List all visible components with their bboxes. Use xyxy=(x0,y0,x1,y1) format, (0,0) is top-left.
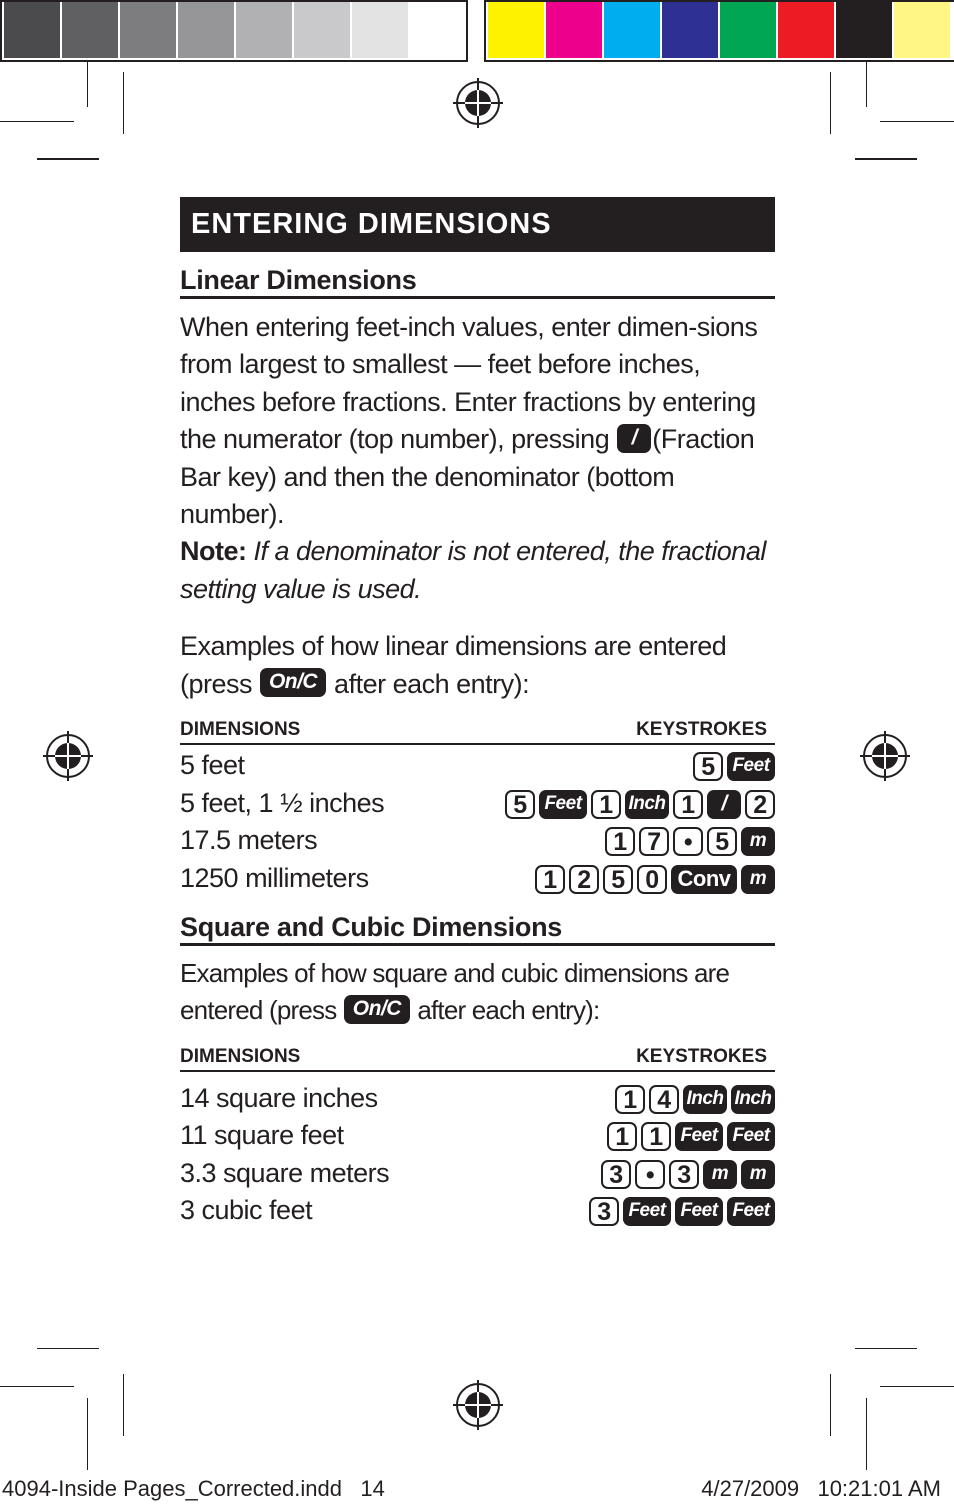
dimension-label: 5 feet xyxy=(180,750,245,781)
dimension-label: 1250 millimeters xyxy=(180,862,369,893)
registration-mark-icon xyxy=(453,78,503,128)
dimension-label: 3.3 square meters xyxy=(180,1157,390,1188)
keystroke-sequence xyxy=(601,1160,775,1189)
column-keystrokes: KEYSTROKES xyxy=(636,1045,767,1067)
registration-mark-icon xyxy=(453,1380,503,1430)
table-row xyxy=(180,822,775,860)
square-examples-intro xyxy=(180,955,775,1030)
number-key: 7 xyxy=(639,827,669,856)
table-row xyxy=(180,1192,775,1230)
number-key: 2 xyxy=(745,790,775,819)
footer-file-info: 4094-Inside Pages_Corrected.indd 14 xyxy=(2,1476,385,1501)
keystroke-sequence xyxy=(505,790,775,819)
linear-table-header xyxy=(180,717,775,745)
dimension-label: 5 feet, 1 ½ inches xyxy=(180,787,385,818)
number-key: 3 xyxy=(601,1160,631,1189)
number-key: 5 xyxy=(707,827,737,856)
color-calibration-bar xyxy=(0,0,954,62)
linear-instructions xyxy=(180,309,775,608)
page-content xyxy=(180,197,775,1230)
dimension-label: 3 cubic feet xyxy=(180,1195,313,1226)
note-text: If a denominator is not entered, the fractional setting value is used. xyxy=(180,536,766,604)
keystroke-sequence xyxy=(607,1122,775,1151)
number-key: 3 xyxy=(669,1160,699,1189)
slash-key: / xyxy=(707,790,741,819)
m-key: m xyxy=(741,865,775,894)
instructions-text-cont: (Fraction Bar key) and then the denominator (bottom number). xyxy=(180,424,755,530)
table-row xyxy=(180,860,775,898)
number-key: 1 xyxy=(615,1085,645,1114)
crop-mark xyxy=(87,1398,88,1470)
column-keystrokes: KEYSTROKES xyxy=(636,719,767,741)
number-key: 5 xyxy=(603,865,633,894)
crop-mark xyxy=(830,1374,831,1436)
linear-table xyxy=(180,747,775,897)
feet-key: Feet xyxy=(675,1197,723,1226)
number-key: 1 xyxy=(641,1122,671,1151)
table-row xyxy=(180,747,775,785)
m-key: m xyxy=(741,827,775,856)
dimension-label: 11 square feet xyxy=(180,1120,344,1151)
keystroke-sequence xyxy=(615,1085,775,1114)
feet-key: Feet xyxy=(675,1122,723,1151)
number-key: 2 xyxy=(569,865,599,894)
m-key: m xyxy=(741,1160,775,1189)
table-row xyxy=(180,785,775,823)
table-row xyxy=(180,1080,775,1118)
feet-key: Feet xyxy=(727,1122,775,1151)
number-key: 3 xyxy=(589,1197,619,1226)
section-title: ENTERING DIMENSIONS xyxy=(180,197,775,252)
number-key: 4 xyxy=(649,1085,679,1114)
examples-text-cont: after each entry): xyxy=(334,668,530,699)
color-frame xyxy=(484,0,954,62)
table-row xyxy=(180,1117,775,1155)
onc-key: On/C xyxy=(344,995,410,1024)
conv-key: Conv xyxy=(671,865,737,894)
note-label: Note: xyxy=(180,536,247,567)
number-key: 1 xyxy=(607,1122,637,1151)
crop-mark xyxy=(123,1374,124,1436)
number-key: 5 xyxy=(505,790,535,819)
keystroke-sequence xyxy=(589,1197,775,1226)
number-key: 1 xyxy=(535,865,565,894)
linear-examples-intro xyxy=(180,628,775,703)
number-key: 1 xyxy=(605,827,635,856)
registration-mark-icon xyxy=(860,731,910,781)
number-key: 0 xyxy=(637,865,667,894)
examples-text: Examples of how linear dimensions are entered (press xyxy=(180,631,727,699)
keystroke-sequence xyxy=(693,752,775,781)
keystroke-sequence xyxy=(535,865,775,894)
column-dimensions: DIMENSIONS xyxy=(180,719,301,741)
column-dimensions: DIMENSIONS xyxy=(180,1045,301,1067)
dimension-label: 17.5 meters xyxy=(180,825,318,856)
examples-text-cont: after each entry): xyxy=(417,995,600,1026)
crop-mark xyxy=(37,1348,99,1349)
fraction-bar-key: / xyxy=(617,424,651,453)
number-key: 1 xyxy=(673,790,703,819)
crop-mark xyxy=(87,62,88,107)
crop-mark xyxy=(0,121,74,122)
keystroke-sequence xyxy=(605,827,775,856)
table-row xyxy=(180,1155,775,1193)
square-cubic-heading: Square and Cubic Dimensions xyxy=(180,911,775,946)
footer-timestamp: 4/27/2009 10:21:01 AM xyxy=(701,1476,941,1501)
gray-frame xyxy=(0,0,468,62)
feet-key: Feet xyxy=(727,1197,775,1226)
square-table xyxy=(180,1080,775,1230)
registration-mark-icon xyxy=(43,731,93,781)
crop-mark xyxy=(866,1398,867,1470)
linear-dimensions-heading: Linear Dimensions xyxy=(180,264,775,299)
crop-mark xyxy=(880,1386,954,1387)
number-key: 1 xyxy=(591,790,621,819)
dimension-label: 14 square inches xyxy=(180,1082,378,1113)
instructions-text: When entering feet-inch values, enter dimen-sions from largest to smallest — feet before inches, inches before fractions. Enter fractions by entering the numerator (top number), pressing xyxy=(180,312,758,455)
inch-key: Inch xyxy=(731,1085,775,1114)
decimal-key: • xyxy=(635,1160,665,1189)
feet-key: Feet xyxy=(539,790,587,819)
crop-mark xyxy=(37,158,99,160)
examples-text: Examples of how square and cubic dimensions are entered (press xyxy=(180,958,730,1026)
feet-key: Feet xyxy=(727,752,775,781)
m-key: m xyxy=(703,1160,737,1189)
onc-key: On/C xyxy=(260,668,326,697)
crop-mark xyxy=(880,121,954,122)
decimal-key: • xyxy=(673,827,703,856)
square-table-header xyxy=(180,1044,775,1072)
crop-mark xyxy=(123,72,124,134)
crop-mark xyxy=(830,72,831,134)
inch-key: Inch xyxy=(683,1085,727,1114)
inch-key: Inch xyxy=(625,790,669,819)
number-key: 5 xyxy=(693,752,723,781)
crop-mark xyxy=(0,1386,74,1387)
crop-mark xyxy=(855,1348,917,1349)
crop-mark xyxy=(855,158,917,160)
feet-key: Feet xyxy=(623,1197,671,1226)
crop-mark xyxy=(866,62,867,107)
